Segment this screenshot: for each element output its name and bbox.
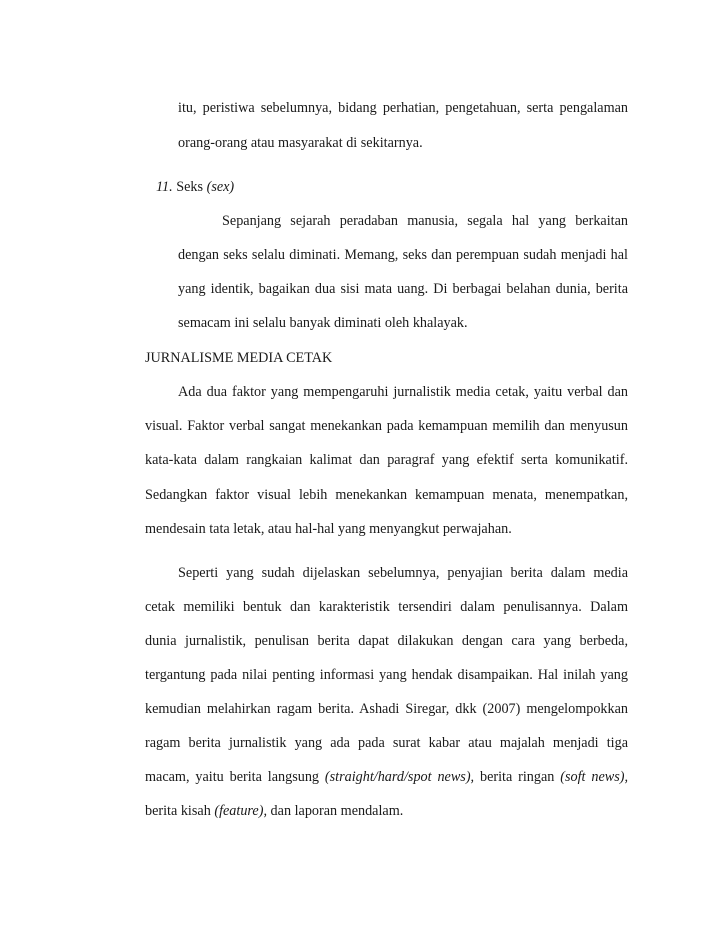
italic-term: (feature),: [214, 803, 267, 819]
paragraph-line: [145, 768, 628, 786]
paragraph-line: tergantung pada nilai penting informasi yang hendak disampaikan. Hal inilah yang: [145, 667, 628, 683]
list-number: 11.: [156, 179, 173, 195]
list-title-italic: (sex): [206, 179, 235, 195]
paragraph-line: Sedangkan faktor visual lebih menekankan kemampuan menata, menempatkan,: [145, 487, 628, 503]
paragraph-line: Seperti yang sudah dijelaskan sebelumnya, penyajian berita dalam media: [178, 565, 628, 581]
text-span: berita ringan: [479, 769, 555, 785]
paragraph-line: Ada dua faktor yang mempengaruhi jurnalistik media cetak, yaitu verbal dan: [178, 384, 628, 400]
paragraph-line: kata-kata dalam rangkaian kalimat dan paragraf yang efektif serta komunikatif.: [145, 452, 628, 468]
paragraph-line: dunia jurnalistik, penulisan berita dapat dilakukan dengan cara yang berbeda,: [145, 633, 628, 649]
section-heading: JURNALISME MEDIA CETAK: [145, 350, 333, 366]
text-span: macam, yaitu berita langsung: [145, 769, 320, 785]
paragraph-line: [145, 802, 403, 820]
italic-term: (straight/hard/spot news),: [324, 769, 475, 785]
paragraph-line: dengan seks selalu diminati. Memang, seks dan perempuan sudah menjadi hal: [178, 247, 628, 263]
paragraph-line: visual. Faktor verbal sangat menekankan pada kemampuan memilih dan menyusun: [145, 418, 628, 434]
paragraph-line: itu, peristiwa sebelumnya, bidang perhatian, pengetahuan, serta pengalaman: [178, 100, 628, 116]
paragraph-line: Sepanjang sejarah peradaban manusia, segala hal yang berkaitan: [222, 213, 628, 229]
paragraph-line: orang-orang atau masyarakat di sekitarnya.: [178, 135, 423, 151]
italic-term: (soft news),: [560, 769, 629, 785]
list-item-heading: [156, 178, 234, 196]
paragraph-line: yang identik, bagaikan dua sisi mata uang. Di berbagai belahan dunia, berita: [178, 281, 628, 297]
paragraph-line: semacam ini selalu banyak diminati oleh khalayak.: [178, 315, 468, 331]
paragraph-line: kemudian melahirkan ragam berita. Ashadi Siregar, dkk (2007) mengelompokkan: [145, 701, 628, 717]
list-title: Seks: [176, 179, 204, 195]
text-span: dan laporan mendalam.: [270, 803, 404, 819]
text-span: berita kisah: [145, 803, 211, 819]
paragraph-line: cetak memiliki bentuk dan karakteristik tersendiri dalam penulisannya. Dalam: [145, 599, 628, 615]
paragraph-line: mendesain tata letak, atau hal-hal yang menyangkut perwajahan.: [145, 521, 512, 537]
paragraph-line: ragam berita jurnalistik yang ada pada surat kabar atau majalah menjadi tiga: [145, 735, 628, 751]
